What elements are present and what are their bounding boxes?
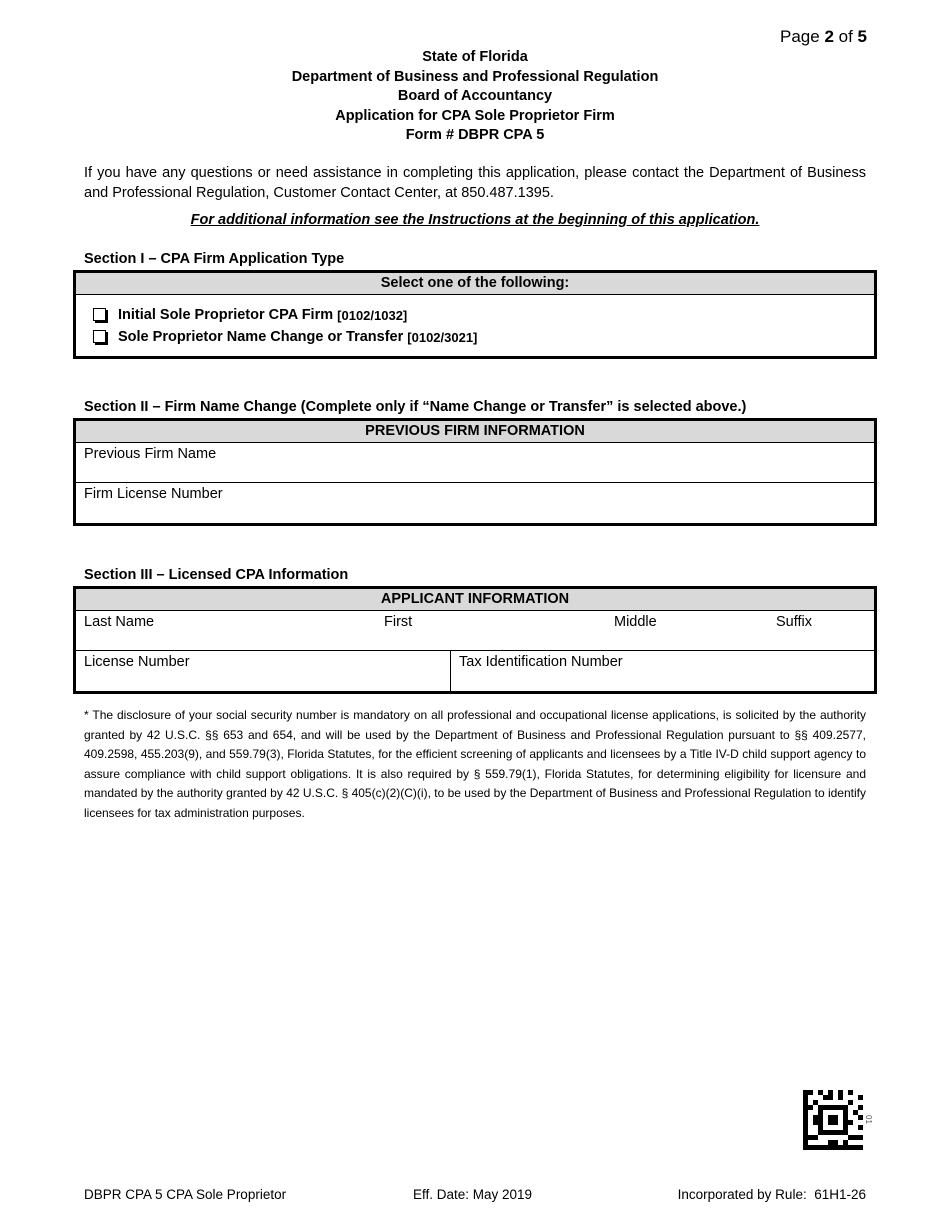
ssn-disclosure: * The disclosure of your social security number is mandatory on all professional and occupational license applications, is solicited by the authority granted by 42 U.S.C. §§ 653 and 654, and will be used by the Department of Business and Professional Regulation pursuant to §§ 409.2577, 409.2598, 455.203(9), and 559.79(3), Florida Statutes, for the efficient screening of applicants and licensees by a Title IV-D child support agency to assure compliance with child support obligations. It is also required by § 559.79(1), Florida Statutes, for determining eligibility for licensure and mandated by the authority granted by 42 U.S.C. § 405(c)(2)(C)(i), to be used by the Department of Business and Professional Regulation to identify licensees for tax administration purposes. bbox=[84, 708, 866, 820]
checkbox-name-change[interactable] bbox=[93, 330, 106, 343]
applicant-name-row[interactable] bbox=[76, 611, 874, 651]
middle-name-label: Middle bbox=[614, 614, 657, 630]
first-name-label: First bbox=[384, 614, 413, 630]
header-form-number: Form # DBPR CPA 5 bbox=[405, 127, 545, 143]
option-initial-firm[interactable] bbox=[93, 307, 407, 323]
option-name-change-code: [0102/3021] bbox=[407, 329, 478, 345]
barcode-icon bbox=[803, 1090, 863, 1150]
section2-box bbox=[73, 418, 877, 526]
page-current: 2 bbox=[824, 27, 834, 46]
page-number bbox=[780, 27, 867, 47]
section3-title: Section III – Licensed CPA Information bbox=[84, 567, 349, 583]
section3-box bbox=[73, 586, 877, 694]
section2-title: Section II – Firm Name Change (Complete only if “Name Change or Transfer” is selected above.) bbox=[84, 399, 747, 415]
previous-firm-name-field[interactable] bbox=[76, 443, 874, 483]
page-of: of bbox=[833, 27, 858, 46]
section1-box bbox=[73, 270, 877, 359]
form-header bbox=[0, 48, 950, 146]
header-department: Department of Business and Professional Regulation bbox=[291, 68, 659, 85]
section3-box-header: APPLICANT INFORMATION bbox=[76, 589, 874, 611]
page-prefix: Page bbox=[780, 27, 825, 46]
page-total: 5 bbox=[857, 27, 867, 46]
intro-text: If you have any questions or need assistance in completing this application, please contact the Department of Business and Professional Regulation, Customer Contact Center, at 850.487.1395. bbox=[84, 165, 866, 201]
firm-license-number-field[interactable] bbox=[76, 483, 874, 523]
header-application: Application for CPA Sole Proprietor Firm bbox=[335, 107, 615, 124]
option-initial-firm-label: Initial Sole Proprietor CPA Firm bbox=[118, 307, 334, 323]
section1-box-header: Select one of the following: bbox=[76, 273, 874, 295]
applicant-id-row[interactable] bbox=[76, 651, 874, 691]
footer-effective-date: Eff. Date: May 2019 bbox=[413, 1187, 533, 1202]
option-name-change[interactable] bbox=[93, 329, 477, 345]
firm-license-number-label: Firm License Number bbox=[84, 486, 223, 502]
header-board: Board of Accountancy bbox=[397, 88, 553, 104]
additional-info-note: For additional information see the Instructions at the beginning of this application. bbox=[190, 212, 760, 228]
option-initial-firm-code: [0102/1032] bbox=[337, 307, 408, 323]
checkbox-initial-firm[interactable] bbox=[93, 308, 106, 321]
footer-rule: Incorporated by Rule: 61H1-26 bbox=[677, 1187, 866, 1202]
section2-box-header: PREVIOUS FIRM INFORMATION bbox=[76, 421, 874, 443]
last-name-label: Last Name bbox=[84, 614, 155, 630]
section1-title: Section I – CPA Firm Application Type bbox=[84, 251, 345, 267]
option-name-change-label: Sole Proprietor Name Change or Transfer bbox=[118, 329, 404, 345]
license-number-label: License Number bbox=[84, 654, 190, 670]
barcode-label: 01 bbox=[864, 1115, 873, 1124]
footer-form-id: DBPR CPA 5 CPA Sole Proprietor bbox=[84, 1187, 287, 1202]
header-state: State of Florida bbox=[422, 49, 528, 65]
suffix-label: Suffix bbox=[776, 614, 813, 630]
previous-firm-name-label: Previous Firm Name bbox=[84, 446, 217, 462]
column-divider bbox=[450, 651, 451, 691]
tax-id-label: Tax Identification Number bbox=[459, 654, 623, 670]
